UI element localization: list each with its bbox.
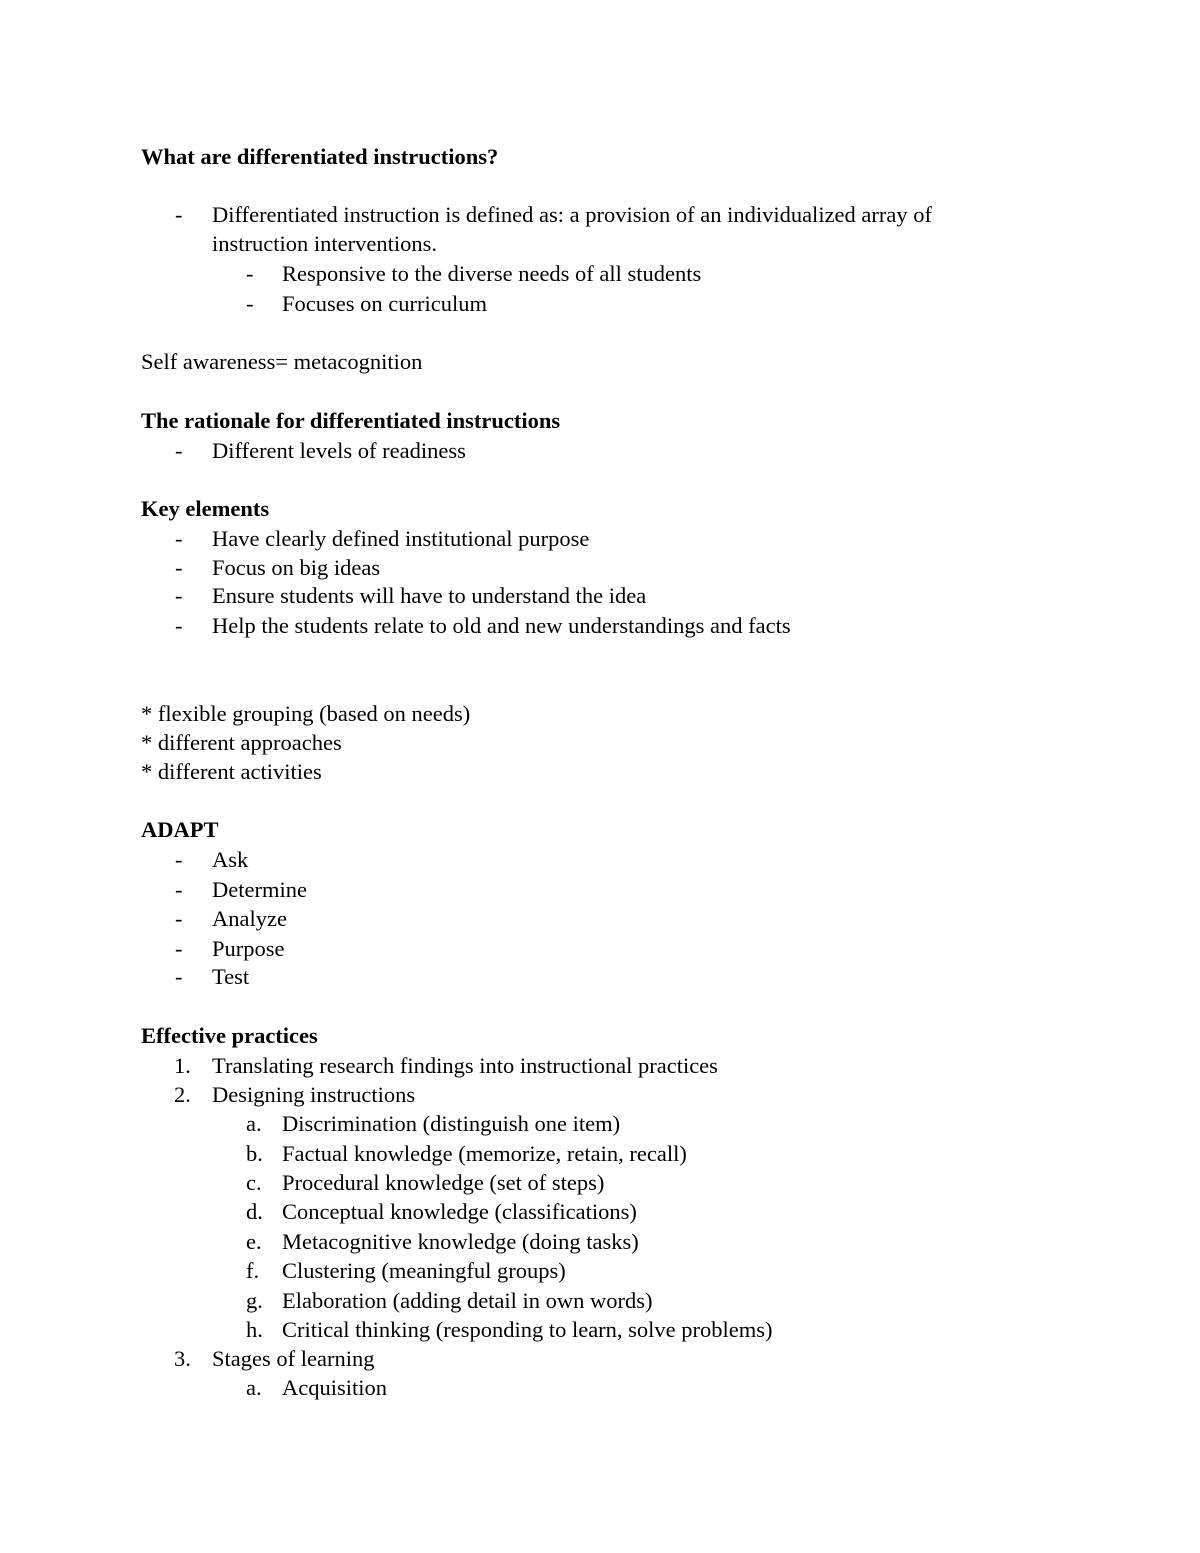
sub-item-responsive: Responsive to the diverse needs of all students (282, 261, 702, 286)
design-sub-item: Procedural knowledge (set of steps) (282, 1170, 605, 1195)
design-sub-item: Critical thinking (responding to learn, solve problems) (282, 1317, 773, 1342)
design-sub-item: Clustering (meaningful groups) (282, 1258, 566, 1283)
bullet-dash: - (175, 555, 183, 580)
section-heading-effective-practices: Effective practices (141, 1023, 318, 1048)
bullet-dash: - (175, 906, 183, 931)
design-sub-item: Elaboration (adding detail in own words) (282, 1288, 653, 1313)
list-number: 3. (174, 1346, 191, 1371)
stages-sub-item: Acquisition (282, 1375, 387, 1400)
list-item-definition: Differentiated instruction is defined as: a provision of an individualized array of (212, 202, 932, 227)
adapt-item-purpose: Purpose (212, 936, 285, 961)
list-item-definition-cont: instruction interventions. (212, 231, 437, 256)
star-item-activities: * different activities (141, 759, 322, 784)
bullet-dash: - (175, 438, 183, 463)
list-item: Have clearly defined institutional purpose (212, 526, 590, 551)
list-letter: f. (246, 1258, 260, 1283)
list-letter: c. (246, 1170, 262, 1195)
design-sub-item: Factual knowledge (memorize, retain, recall) (282, 1141, 687, 1166)
practice-item: Designing instructions (212, 1082, 416, 1107)
list-item: Focus on big ideas (212, 555, 381, 580)
list-number: 1. (174, 1053, 191, 1078)
list-letter: h. (246, 1317, 263, 1342)
bullet-dash: - (175, 964, 183, 989)
bullet-dash: - (175, 613, 183, 638)
section-heading-adapt: ADAPT (141, 817, 219, 842)
list-item: Help the students relate to old and new understandings and facts (212, 613, 791, 638)
bullet-dash: - (175, 877, 183, 902)
section-heading-key-elements: Key elements (141, 496, 270, 521)
section-heading-differentiated: What are differentiated instructions? (141, 144, 499, 169)
design-sub-item: Metacognitive knowledge (doing tasks) (282, 1229, 639, 1254)
list-letter: g. (246, 1288, 263, 1313)
bullet-dash: - (175, 202, 183, 227)
adapt-item-test: Test (212, 964, 250, 989)
list-letter: b. (246, 1141, 263, 1166)
list-item-readiness: Different levels of readiness (212, 438, 466, 463)
star-item-approaches: * different approaches (141, 730, 342, 755)
star-item-grouping: * flexible grouping (based on needs) (141, 701, 471, 726)
bullet-dash: - (246, 291, 254, 316)
adapt-item-analyze: Analyze (212, 906, 287, 931)
adapt-item-determine: Determine (212, 877, 307, 902)
adapt-item-ask: Ask (212, 847, 249, 872)
self-awareness-note: Self awareness= metacognition (141, 349, 423, 374)
design-sub-item: Discrimination (distinguish one item) (282, 1111, 621, 1136)
bullet-dash: - (175, 847, 183, 872)
practice-item: Stages of learning (212, 1346, 375, 1371)
bullet-dash: - (246, 261, 254, 286)
list-letter: e. (246, 1229, 262, 1254)
sub-item-curriculum: Focuses on curriculum (282, 291, 487, 316)
bullet-dash: - (175, 583, 183, 608)
list-letter: a. (246, 1375, 262, 1400)
design-sub-item: Conceptual knowledge (classifications) (282, 1199, 637, 1224)
bullet-dash: - (175, 936, 183, 961)
list-item: Ensure students will have to understand the idea (212, 583, 647, 608)
list-number: 2. (174, 1082, 191, 1107)
practice-item: Translating research findings into instructional practices (212, 1053, 718, 1078)
section-heading-rationale: The rationale for differentiated instructions (141, 408, 561, 433)
bullet-dash: - (175, 526, 183, 551)
list-letter: a. (246, 1111, 262, 1136)
list-letter: d. (246, 1199, 263, 1224)
